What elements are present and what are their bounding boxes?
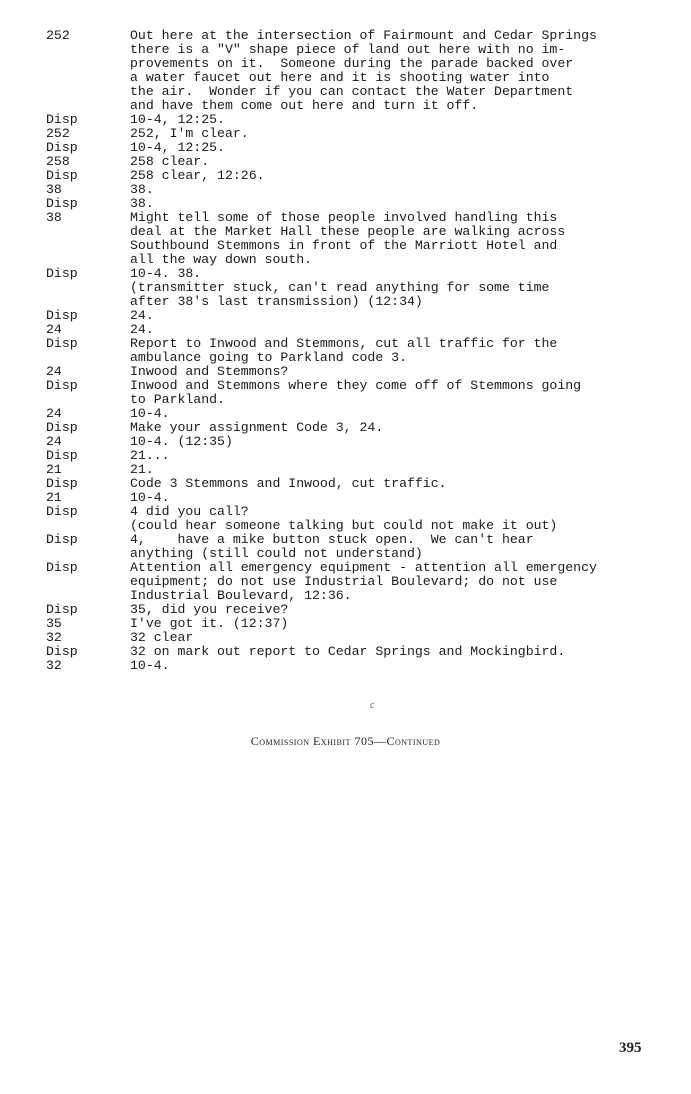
transcript-entry: [46, 435, 666, 449]
message-line: 258 clear, 12:26.: [130, 168, 265, 183]
message-line: 10-4, 12:25.: [130, 140, 225, 155]
message-text: [130, 533, 666, 561]
message-text: [130, 449, 666, 463]
message-text: [130, 113, 666, 127]
message-text: [130, 267, 666, 309]
message-line: 32 clear: [130, 630, 194, 645]
transcript-entry: [46, 491, 666, 505]
speaker-label: 21: [46, 462, 62, 477]
speaker-label: 32: [46, 658, 62, 673]
speaker-label: Disp: [46, 560, 78, 575]
message-line: Industrial Boulevard, 12:36.: [130, 588, 352, 603]
message-line: 24.: [130, 308, 154, 323]
transcript-entry: [46, 645, 666, 659]
speaker-label: Disp: [46, 602, 78, 617]
speaker-label: 252: [46, 126, 70, 141]
message-line: 10-4.: [130, 490, 170, 505]
message-line: 24.: [130, 322, 154, 337]
message-text: [130, 407, 666, 421]
message-line: Southbound Stemmons in front of the Marriott Hotel and: [130, 238, 558, 253]
message-text: [130, 183, 666, 197]
message-text: [130, 141, 666, 155]
message-line: the air. Wonder if you can contact the Water Department: [130, 84, 574, 99]
page-number: 395: [619, 1040, 642, 1056]
speaker-label: Disp: [46, 308, 78, 323]
message-text: [130, 603, 666, 617]
message-line: anything (still could not understand): [130, 546, 423, 561]
message-text: [130, 211, 666, 267]
transcript-entry: [46, 365, 666, 379]
message-line: 38.: [130, 196, 154, 211]
message-line: after 38's last transmission) (12:34): [130, 294, 423, 309]
message-line: 38.: [130, 182, 154, 197]
speaker-label: 24: [46, 406, 62, 421]
speaker-label: Disp: [46, 476, 78, 491]
speaker-label: Disp: [46, 196, 78, 211]
transcript-entry: [46, 449, 666, 463]
message-text: [130, 477, 666, 491]
stray-mark: c: [370, 700, 375, 711]
speaker-label: 24: [46, 364, 62, 379]
message-text: [130, 463, 666, 477]
transcript-entry: [46, 631, 666, 645]
message-text: [130, 491, 666, 505]
message-text: [130, 645, 666, 659]
message-line: Out here at the intersection of Fairmount and Cedar Springs: [130, 28, 597, 43]
message-text: [130, 435, 666, 449]
radio-transcript: [46, 29, 666, 673]
message-text: [130, 421, 666, 435]
transcript-entry: [46, 337, 666, 365]
speaker-label: Disp: [46, 336, 78, 351]
speaker-label: 24: [46, 322, 62, 337]
message-line: (could hear someone talking but could not make it out): [130, 518, 558, 533]
message-text: [130, 127, 666, 141]
transcript-entry: [46, 379, 666, 407]
message-text: [130, 197, 666, 211]
message-text: [130, 617, 666, 631]
message-line: a water faucet out here and it is shooting water into: [130, 70, 550, 85]
speaker-label: Disp: [46, 266, 78, 281]
message-text: [130, 561, 666, 603]
transcript-entry: [46, 141, 666, 155]
speaker-label: Disp: [46, 168, 78, 183]
speaker-label: 24: [46, 434, 62, 449]
transcript-entry: [46, 197, 666, 211]
message-line: I've got it. (12:37): [130, 616, 289, 631]
message-line: 21...: [130, 448, 170, 463]
speaker-label: Disp: [46, 420, 78, 435]
transcript-entry: [46, 463, 666, 477]
transcript-entry: [46, 533, 666, 561]
message-text: [130, 365, 666, 379]
message-line: 4 did you call?: [130, 504, 249, 519]
transcript-entry: [46, 421, 666, 435]
exhibit-caption: Commission Exhibit 705—Continued: [250, 734, 441, 748]
transcript-entry: [46, 113, 666, 127]
speaker-label: 35: [46, 616, 62, 631]
speaker-label: Disp: [46, 140, 78, 155]
transcript-entry: [46, 183, 666, 197]
message-line: 10-4, 12:25.: [130, 112, 225, 127]
message-line: Report to Inwood and Stemmons, cut all traffic for the: [130, 336, 558, 351]
message-line: (transmitter stuck, can't read anything for some time: [130, 280, 550, 295]
transcript-entry: [46, 617, 666, 631]
message-line: Make your assignment Code 3, 24.: [130, 420, 384, 435]
message-line: Might tell some of those people involved handling this: [130, 210, 558, 225]
speaker-label: Disp: [46, 448, 78, 463]
speaker-label: 252: [46, 28, 70, 43]
message-line: 10-4. (12:35): [130, 434, 233, 449]
speaker-label: Disp: [46, 378, 78, 393]
message-line: Inwood and Stemmons?: [130, 364, 289, 379]
message-line: 21.: [130, 462, 154, 477]
message-line: 35, did you receive?: [130, 602, 289, 617]
message-line: provements on it. Someone during the parade backed over: [130, 56, 574, 71]
speaker-label: 21: [46, 490, 62, 505]
transcript-entry: [46, 603, 666, 617]
speaker-label: 32: [46, 630, 62, 645]
message-line: 10-4.: [130, 658, 170, 673]
transcript-entry: [46, 561, 666, 603]
message-line: 258 clear.: [130, 154, 210, 169]
message-text: [130, 155, 666, 169]
transcript-entry: [46, 267, 666, 309]
transcript-entry: [46, 323, 666, 337]
message-line: Attention all emergency equipment - attention all emergency: [130, 560, 597, 575]
message-text: [130, 505, 666, 533]
message-text: [130, 631, 666, 645]
message-line: and have them come out here and turn it off.: [130, 98, 479, 113]
speaker-label: Disp: [46, 504, 78, 519]
message-line: 252, I'm clear.: [130, 126, 249, 141]
message-line: 32 on mark out report to Cedar Springs and Mockingbird.: [130, 644, 566, 659]
speaker-label: 258: [46, 154, 70, 169]
transcript-entry: [46, 309, 666, 323]
transcript-entry: [46, 407, 666, 421]
transcript-entry: [46, 505, 666, 533]
message-line: to Parkland.: [130, 392, 225, 407]
speaker-label: Disp: [46, 532, 78, 547]
transcript-entry: [46, 211, 666, 267]
message-line: there is a "V" shape piece of land out here with no im-: [130, 42, 566, 57]
message-line: Code 3 Stemmons and Inwood, cut traffic.: [130, 476, 447, 491]
transcript-entry: [46, 659, 666, 673]
message-line: Inwood and Stemmons where they come off of Stemmons going: [130, 378, 582, 393]
speaker-label: Disp: [46, 112, 78, 127]
message-line: 4, have a mike button stuck open. We can't hear: [130, 532, 534, 547]
transcript-entry: [46, 477, 666, 491]
transcript-entry: [46, 127, 666, 141]
message-text: [130, 29, 666, 113]
message-line: all the way down south.: [130, 252, 313, 267]
message-line: ambulance going to Parkland code 3.: [130, 350, 407, 365]
message-line: deal at the Market Hall these people are walking across: [130, 224, 566, 239]
message-text: [130, 337, 666, 365]
transcript-entry: [46, 29, 666, 113]
message-line: equipment; do not use Industrial Boulevard; do not use: [130, 574, 558, 589]
message-text: [130, 379, 666, 407]
message-text: [130, 169, 666, 183]
speaker-label: 38: [46, 210, 62, 225]
speaker-label: 38: [46, 182, 62, 197]
transcript-entry: [46, 155, 666, 169]
message-text: [130, 309, 666, 323]
transcript-entry: [46, 169, 666, 183]
speaker-label: Disp: [46, 644, 78, 659]
message-text: [130, 659, 666, 673]
message-line: 10-4.: [130, 406, 170, 421]
message-text: [130, 323, 666, 337]
message-line: 10-4. 38.: [130, 266, 202, 281]
